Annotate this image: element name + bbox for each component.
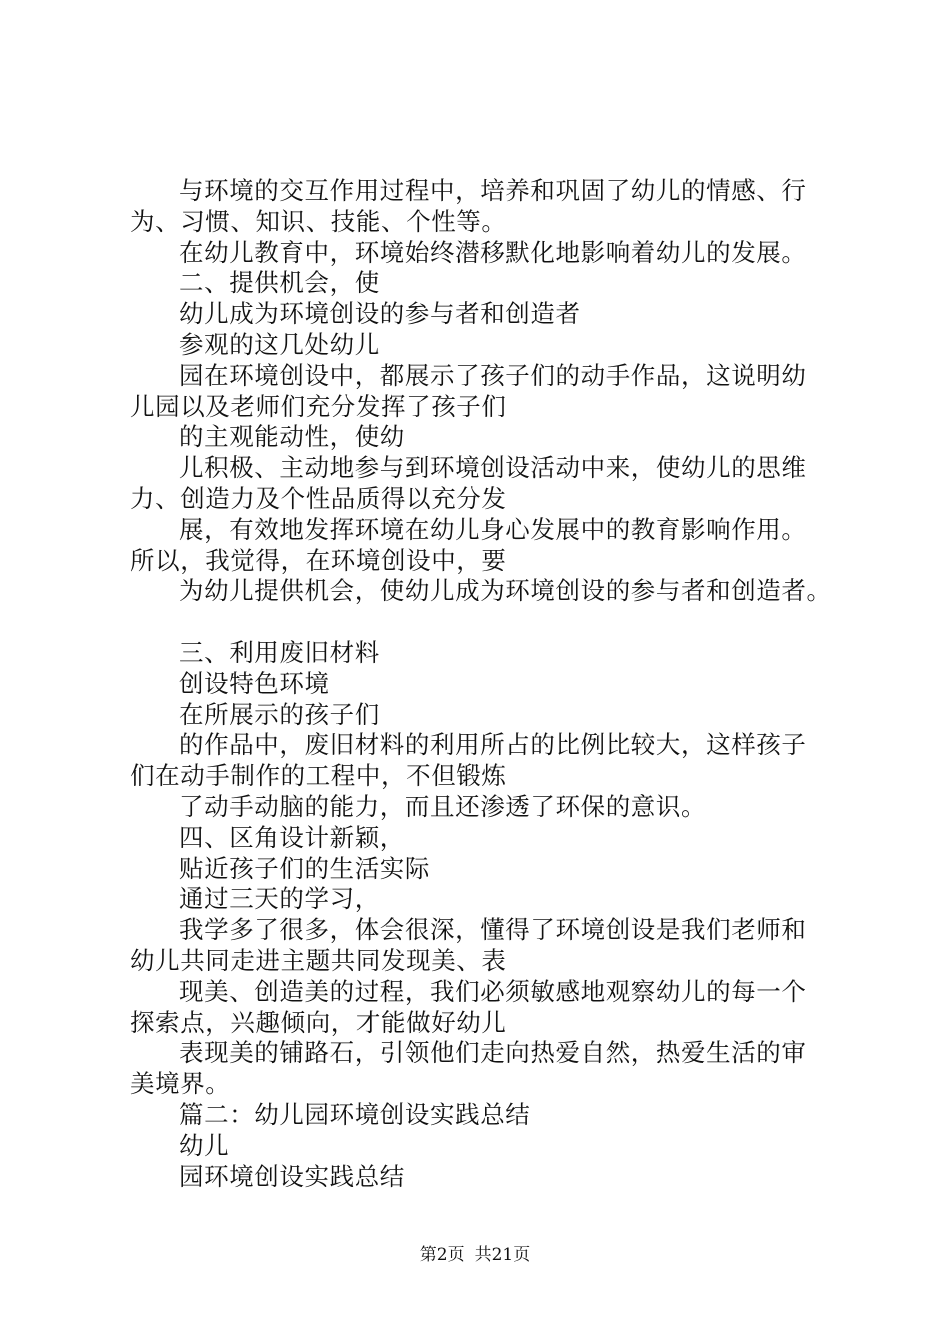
paragraph-line: 贴近孩子们的生活实际 [179, 853, 430, 883]
paragraph-line: 我学多了很多，体会很深，懂得了环境创设是我们老师和 [179, 915, 807, 945]
paragraph-line: 与环境的交互作用过程中，培养和巩固了幼儿的情感、行 [179, 176, 807, 205]
paragraph-line: 幼儿共同走进主题共同发现美、表 [130, 945, 507, 975]
paragraph-line: 探索点，兴趣倾向，才能做好幼儿 [130, 1007, 507, 1037]
paragraph-line: 了动手动脑的能力，而且还渗透了环保的意识。 [179, 791, 707, 821]
paragraph-line: 展，有效地发挥环境在幼儿身心发展中的教育影响作用。 [179, 514, 807, 544]
paragraph-line: 园在环境创设中，都展示了孩子们的动手作品，这说明幼 [179, 360, 807, 390]
paragraph-line: 通过三天的学习， [179, 884, 380, 914]
paragraph-line: 在所展示的孩子们 [179, 699, 380, 729]
page-footer [0, 1244, 950, 1266]
page-number: 第2页 [419, 1245, 465, 1265]
section-heading: 三、利用废旧材料 [179, 637, 380, 667]
paragraph-line: 美境界。 [130, 1069, 231, 1099]
paragraph-line: 园环境创设实践总结 [179, 1161, 405, 1191]
paragraph-line: 在幼儿教育中，环境始终潜移默化地影响着幼儿的发展。 [179, 237, 807, 267]
paragraph-line: 的作品中，废旧材料的利用所占的比例比较大，这样孩子 [179, 730, 807, 760]
paragraph-line: 力、创造力及个性品质得以充分发 [130, 483, 507, 513]
paragraph-line: 参观的这几处幼儿 [179, 329, 380, 359]
page-total: 共21页 [474, 1245, 531, 1265]
paragraph-line: 幼儿 [179, 1130, 230, 1160]
paragraph-line: 为幼儿提供机会，使幼儿成为环境创设的参与者和创造者。 [179, 576, 832, 606]
paragraph-line: 的主观能动性，使幼 [179, 422, 405, 452]
paragraph-line: 们在动手制作的工程中，不但锻炼 [130, 761, 507, 791]
paragraph-line: 所以，我觉得，在环境创设中，要 [130, 545, 507, 575]
section-heading: 篇二：幼儿园环境创设实践总结 [179, 1099, 531, 1129]
paragraph-line: 儿园以及老师们充分发挥了孩子们 [130, 391, 507, 421]
paragraph-line: 表现美的铺路石，引领他们走向热爱自然，热爱生活的审 [179, 1038, 807, 1068]
paragraph-line: 幼儿成为环境创设的参与者和创造者 [179, 299, 581, 329]
blank-line [130, 607, 850, 638]
paragraph-line: 现美、创造美的过程，我们必须敏感地观察幼儿的每一个 [179, 976, 807, 1006]
paragraph-line: 为、习惯、知识、技能、个性等。 [130, 206, 507, 236]
section-heading: 二、提供机会，使 [179, 268, 380, 298]
section-heading: 四、区角设计新颖， [179, 822, 405, 852]
body-text [130, 176, 850, 1192]
paragraph-line: 儿积极、主动地参与到环境创设活动中来，使幼儿的思维 [179, 453, 807, 483]
paragraph-line: 创设特色环境 [179, 668, 330, 698]
